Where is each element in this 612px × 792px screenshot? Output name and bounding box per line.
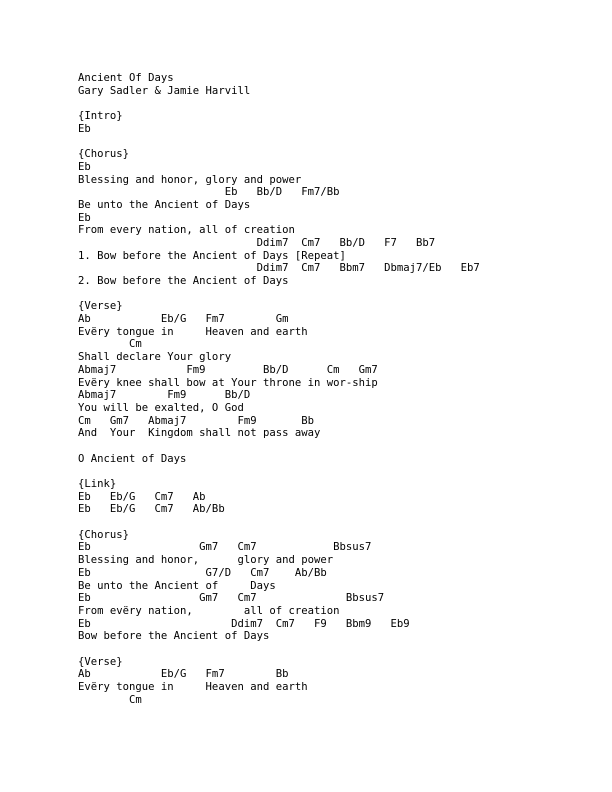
blank-line [78, 643, 598, 656]
lyric-line: O Ancient of Days [78, 452, 187, 465]
lyric-line: 2. Bow before the Ancient of Days [78, 275, 289, 287]
chord-line: Eb [78, 211, 91, 224]
section-header-chorus: {Chorus} [78, 528, 130, 541]
chord-sheet [78, 72, 598, 706]
lyric-line: Evëry knee shall bow at Your throne in wor-ship [78, 376, 378, 389]
blank-line [78, 288, 598, 301]
chord-line: Cm Gm7 Abmaj7 Fm9 Bb [78, 414, 314, 427]
chord-line: Eb Eb/G Cm7 Ab/Bb [78, 503, 225, 516]
lyric-line: Evëry tongue in Heaven and earth [78, 325, 308, 338]
lyric-line: Blessing and honor, glory and power [78, 554, 334, 567]
chord-line: Eb Eb/G Cm7 Ab [78, 490, 206, 503]
blank-line [78, 516, 598, 529]
section-header-verse: {Verse} [78, 655, 123, 668]
lyric-line: 1. Bow before the Ancient of Days [Repeat] [78, 249, 346, 262]
blank-line [78, 97, 598, 110]
song-title: Ancient Of Days [78, 72, 174, 84]
chord-line: Ddim7 Cm7 Bb/D F7 Bb7 [78, 236, 436, 249]
chord-line: Eb Ddim7 Cm7 F9 Bbm9 Eb9 [78, 617, 410, 630]
chord-line: Eb [78, 160, 91, 173]
lyric-line: From evëry nation, all of creation [78, 604, 340, 617]
section-header-chorus: {Chorus} [78, 148, 130, 161]
lyric-line: Shall declare Your glory [78, 351, 232, 364]
blank-line [78, 465, 598, 478]
lyric-line: And Your Kingdom shall not pass away [78, 427, 321, 440]
section-header-verse: {Verse} [78, 300, 123, 313]
chord-line: Eb Gm7 Cm7 Bbsus7 [78, 592, 385, 605]
section-header-intro: {Intro} [78, 110, 123, 123]
lyric-line: You will be exalted, O God [78, 401, 244, 414]
lyric-line: Be unto the Ancient of Days [78, 198, 251, 211]
blank-line [78, 440, 598, 453]
lyric-line: Evëry tongue in Heaven and earth [78, 681, 308, 693]
section-header-link: {Link} [78, 478, 117, 490]
lyric-line: Be unto the Ancient of Days [78, 579, 276, 592]
chord-line: Eb G7/D Cm7 Ab/Bb [78, 566, 327, 579]
lyric-line: From every nation, all of creation [78, 224, 295, 237]
chord-line: Ab Eb/G Fm7 Bb [78, 668, 289, 681]
chord-line: Ddim7 Cm7 Bbm7 Dbmaj7/Eb Eb7 [78, 262, 480, 275]
chord-line: Eb Gm7 Cm7 Bbsus7 [78, 541, 372, 554]
lyric-line: Bow before the Ancient of Days [78, 630, 270, 643]
chord-line: Cm [78, 693, 142, 706]
chord-line: Eb Bb/D Fm7/Bb [78, 186, 340, 199]
chord-line: Abmaj7 Fm9 Bb/D [78, 389, 251, 402]
chord-line: Abmaj7 Fm9 Bb/D Cm Gm7 [78, 363, 378, 376]
chord-line: Ab Eb/G Fm7 Gm [78, 313, 289, 326]
chord-line: Eb [78, 122, 91, 135]
lyric-line: Blessing and honor, glory and power [78, 173, 302, 186]
chord-line: Cm [78, 338, 142, 351]
blank-line [78, 135, 598, 148]
song-authors: Gary Sadler & Jamie Harvill [78, 84, 251, 97]
